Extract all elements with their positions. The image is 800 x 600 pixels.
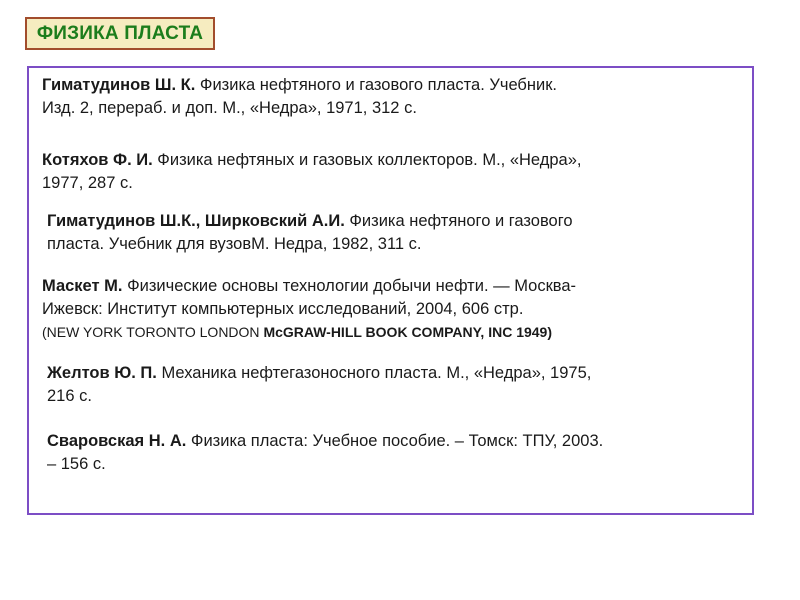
reference-title: Физика пласта: Учебное пособие. – Томск: ТПУ, 2003. — [186, 432, 604, 450]
reference-details: – 156 с. — [47, 455, 106, 473]
reference-title: Физика нефтяного и газового пласта. Учебник. — [195, 76, 558, 94]
reference-author: Котяхов Ф. И. — [42, 151, 153, 169]
reference-author: Гиматудинов Ш. К. — [42, 76, 196, 94]
reference-details: 216 с. — [47, 387, 92, 405]
reference-title: Механика нефтегазоносного пласта. М., «Недра», 1975, — [156, 364, 592, 382]
reference-item — [42, 275, 576, 343]
reference-item — [47, 430, 603, 476]
reference-original-place: (NEW YORK TORONTO LONDON — [42, 324, 264, 340]
reference-title: Физические основы технологии добычи нефти. — Москва- — [122, 277, 577, 295]
section-title-box — [25, 17, 215, 50]
reference-title: Физика нефтяного и газового — [344, 212, 573, 230]
section-title: ФИЗИКА ПЛАСТА — [36, 22, 204, 44]
reference-item — [47, 362, 591, 408]
reference-item — [47, 210, 573, 256]
reference-line — [42, 149, 582, 172]
reference-author: Гиматудинов Ш.К., Ширковский А.И. — [47, 212, 345, 230]
reference-line — [42, 275, 576, 298]
reference-author: Желтов Ю. П. — [47, 364, 157, 382]
reference-line — [47, 430, 603, 453]
reference-details: Изд. 2, перераб. и доп. М., «Недра», 1971, 312 с. — [42, 99, 417, 117]
reference-line — [47, 362, 591, 385]
reference-original-edition — [42, 321, 576, 343]
reference-details: 1977, 287 с. — [42, 174, 133, 192]
reference-item — [42, 149, 582, 195]
reference-original-publisher: McGRAW-HILL BOOK COMPANY, INC 1949) — [263, 324, 553, 340]
reference-details: Ижевск: Институт компьютерных исследований, 2004, 606 стр. — [42, 300, 524, 318]
reference-author: Сваровская Н. А. — [47, 432, 187, 450]
reference-line — [47, 210, 573, 233]
reference-line — [42, 74, 557, 97]
reference-details: пласта. Учебник для вузовМ. Недра, 1982, 311 с. — [47, 235, 422, 253]
reference-author: Маскет М. — [42, 277, 123, 295]
reference-title: Физика нефтяных и газовых коллекторов. М., «Недра», — [152, 151, 582, 169]
reference-item — [42, 74, 557, 120]
references-box — [27, 66, 754, 515]
